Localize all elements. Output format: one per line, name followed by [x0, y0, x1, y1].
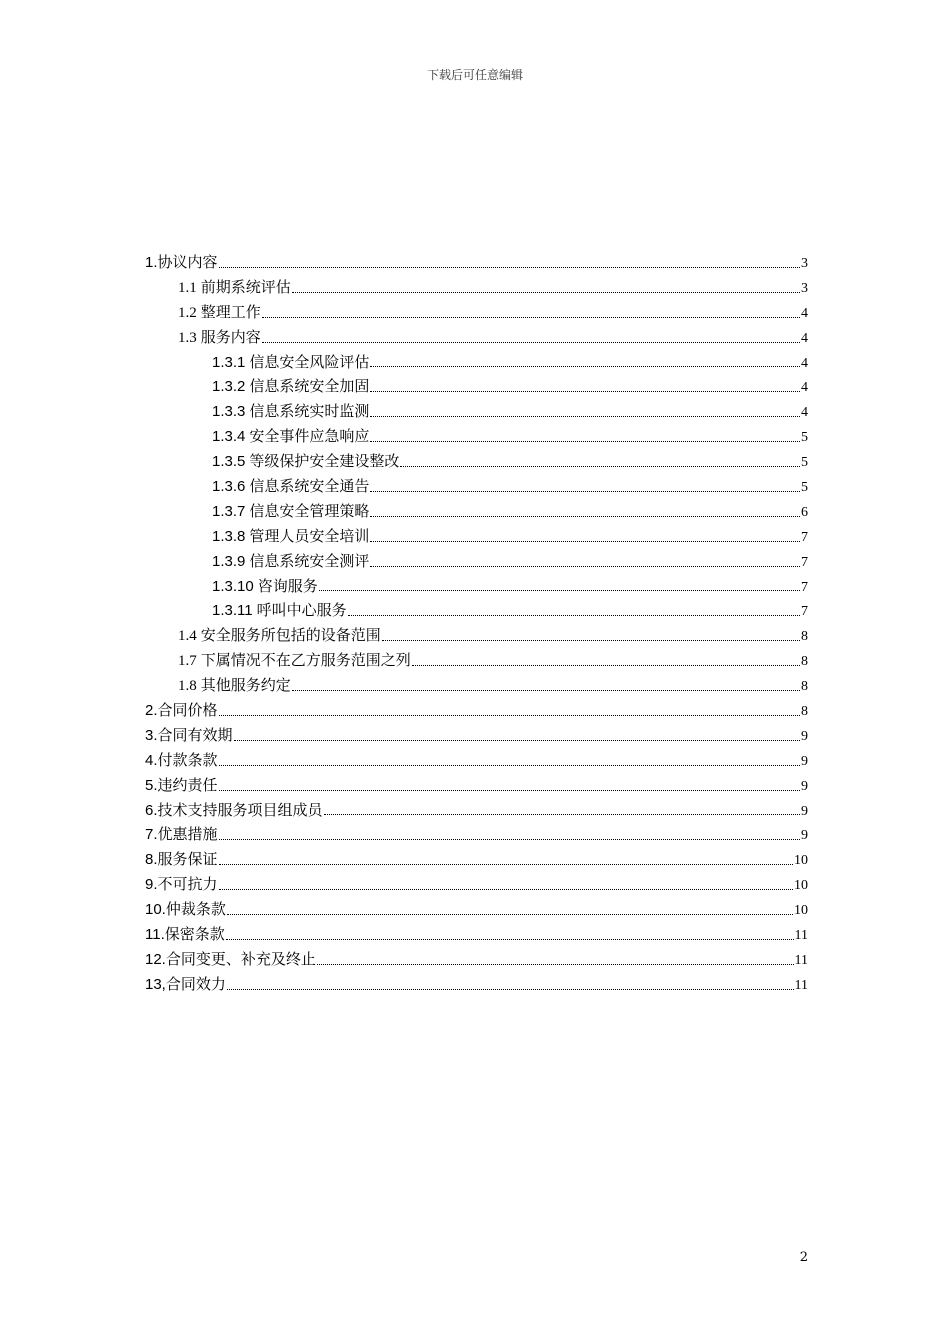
toc-entry[interactable] [145, 449, 808, 474]
toc-entry-title: 保密条款 [164, 925, 225, 944]
toc-dot-leader [348, 615, 800, 616]
toc-entry-title: 前期系统评估 [200, 277, 291, 296]
toc-entry-title: 合同效力 [165, 974, 226, 993]
toc-entry-page: 10 [794, 903, 808, 919]
toc-entry-page: 7 [801, 604, 808, 620]
toc-entry[interactable] [145, 474, 808, 499]
toc-entry[interactable] [145, 524, 808, 549]
toc-dot-leader [370, 516, 800, 517]
toc-entry-page: 8 [801, 654, 808, 670]
toc-dot-leader [234, 740, 800, 741]
toc-entry[interactable] [145, 673, 808, 698]
toc-dot-leader [226, 939, 794, 940]
toc-entry-page: 11 [794, 952, 808, 968]
toc-entry-number: 1.3.2 [212, 378, 246, 396]
toc-entry-page: 5 [801, 430, 808, 446]
toc-entry-title: 违约责任 [157, 775, 218, 794]
toc-entry-page: 9 [801, 753, 808, 769]
toc-entry[interactable] [145, 798, 808, 823]
toc-dot-leader [227, 989, 794, 990]
toc-dot-leader [412, 665, 800, 666]
toc-entry-title: 呼叫中心服务 [256, 601, 347, 620]
toc-entry-title: 不可抗力 [157, 875, 218, 894]
toc-entry[interactable] [145, 499, 808, 524]
toc-entry-title: 仲裁条款 [165, 900, 226, 919]
toc-entry-title: 合同变更、补充及终止 [165, 949, 316, 968]
toc-dot-leader [370, 441, 800, 442]
toc-entry-page: 7 [801, 579, 808, 595]
toc-entry-number: 1.3 [178, 329, 197, 346]
toc-entry-page: 8 [801, 629, 808, 645]
toc-entry-page: 9 [801, 728, 808, 744]
toc-entry[interactable] [145, 374, 808, 399]
toc-entry-number: 1.3.9 [212, 552, 246, 570]
toc-entry-number: 5. [145, 776, 158, 794]
toc-entry[interactable] [145, 698, 808, 723]
toc-dot-leader [219, 839, 800, 840]
toc-entry-page: 4 [801, 405, 808, 421]
toc-entry-page: 5 [801, 455, 808, 471]
toc-entry-title: 咨询服务 [257, 576, 318, 595]
toc-entry-number: 7. [145, 826, 158, 844]
toc-entry-number: 1.3.5 [212, 453, 246, 471]
toc-entry-page: 4 [801, 330, 808, 346]
toc-dot-leader [317, 964, 794, 965]
toc-entry-number: 1.7 [178, 653, 197, 670]
table-of-contents [145, 250, 808, 997]
toc-entry-number: 2. [145, 702, 158, 720]
toc-entry[interactable] [145, 549, 808, 574]
toc-entry-title: 信息系统安全加固 [249, 377, 370, 396]
toc-dot-leader [227, 914, 793, 915]
toc-entry-number: 1. [145, 254, 158, 271]
toc-dot-leader [370, 391, 800, 392]
toc-dot-leader [370, 491, 800, 492]
toc-entry-number: 13, [145, 975, 166, 993]
toc-entry-page: 10 [794, 853, 808, 869]
toc-entry[interactable] [145, 623, 808, 648]
toc-entry-number: 11. [145, 926, 165, 944]
toc-entry-number: 1.1 [178, 279, 197, 296]
toc-entry-page: 3 [801, 280, 808, 296]
toc-entry[interactable] [145, 424, 808, 449]
toc-entry-title: 整理工作 [200, 302, 261, 321]
toc-entry-title: 下属情况不在乙方服务范围之列 [200, 651, 411, 670]
toc-entry-number: 3. [145, 726, 158, 744]
toc-dot-leader [324, 814, 800, 815]
toc-entry[interactable] [145, 773, 808, 798]
toc-entry-page: 10 [794, 878, 808, 894]
toc-entry-number: 1.8 [178, 678, 197, 695]
toc-dot-leader [370, 566, 800, 567]
toc-entry-page: 11 [794, 928, 808, 944]
toc-dot-leader [382, 640, 800, 641]
toc-dot-leader [262, 342, 800, 343]
toc-entry-title: 信息安全风险评估 [249, 352, 370, 371]
toc-entry-page: 4 [801, 380, 808, 396]
toc-entry-page: 4 [801, 355, 808, 371]
toc-entry-page: 7 [801, 554, 808, 570]
toc-entry-title: 协议内容 [157, 253, 218, 271]
toc-entry-number: 10. [145, 901, 166, 919]
toc-dot-leader [292, 690, 800, 691]
toc-dot-leader [219, 889, 793, 890]
toc-entry[interactable] [145, 275, 808, 300]
toc-dot-leader [400, 466, 800, 467]
toc-entry-title: 合同价格 [157, 701, 218, 720]
toc-entry[interactable] [145, 399, 808, 424]
toc-dot-leader [219, 864, 793, 865]
toc-entry-page: 9 [801, 803, 808, 819]
toc-entry[interactable] [145, 847, 808, 872]
toc-entry-title: 安全服务所包括的设备范围 [200, 626, 381, 645]
toc-entry-number: 1.3.7 [212, 502, 246, 520]
toc-dot-leader [219, 790, 800, 791]
toc-entry-number: 1.4 [178, 628, 197, 645]
toc-entry[interactable] [145, 648, 808, 673]
toc-entry-number: 4. [145, 751, 158, 769]
toc-entry[interactable] [145, 300, 808, 325]
toc-entry-number: 1.3.11 [212, 602, 253, 620]
toc-entry[interactable] [145, 350, 808, 375]
toc-entry-page: 6 [801, 504, 808, 520]
toc-entry[interactable] [145, 723, 808, 748]
page-header: 下载后可任意编辑 [426, 68, 523, 82]
toc-entry-page: 5 [801, 480, 808, 496]
toc-dot-leader [219, 267, 800, 268]
toc-entry[interactable] [145, 922, 808, 947]
toc-dot-leader [292, 292, 800, 293]
toc-entry[interactable] [145, 897, 808, 922]
toc-dot-leader [219, 765, 800, 766]
toc-entry[interactable] [145, 872, 808, 897]
toc-entry-title: 合同有效期 [157, 725, 233, 744]
toc-entry[interactable] [145, 822, 808, 847]
toc-entry-number: 1.3.1 [212, 353, 246, 371]
toc-entry-title: 信息系统实时监测 [249, 402, 370, 421]
toc-entry-title: 等级保护安全建设整改 [249, 452, 400, 471]
toc-entry[interactable] [145, 748, 808, 773]
toc-entry[interactable] [145, 325, 808, 350]
toc-dot-leader [262, 317, 800, 318]
toc-entry-page: 11 [794, 977, 808, 993]
toc-entry-number: 1.3.10 [212, 577, 254, 595]
toc-entry-page: 9 [801, 778, 808, 794]
toc-entry-number: 12. [145, 950, 166, 968]
toc-entry-number: 1.3.4 [212, 428, 246, 446]
toc-entry-page: 8 [801, 679, 808, 695]
toc-entry-number: 9. [145, 876, 158, 894]
toc-entry-title: 信息安全管理策略 [249, 501, 370, 520]
toc-entry-title: 信息系统安全通告 [249, 477, 370, 496]
toc-dot-leader [319, 590, 800, 591]
toc-entry-title: 优惠措施 [157, 825, 218, 844]
toc-entry-number: 1.3.6 [212, 478, 246, 496]
toc-dot-leader [370, 416, 800, 417]
toc-dot-leader [370, 366, 800, 367]
toc-entry-title: 服务内容 [200, 327, 261, 346]
toc-entry[interactable] [145, 250, 808, 275]
toc-entry-title: 技术支持服务项目组成员 [157, 800, 323, 819]
toc-entry-number: 8. [145, 851, 158, 869]
toc-entry-title: 信息系统安全测评 [249, 551, 370, 570]
toc-entry-title: 付款条款 [157, 750, 218, 769]
toc-entry-title: 服务保证 [157, 850, 218, 869]
toc-entry-page: 9 [801, 828, 808, 844]
toc-entry-page: 8 [801, 704, 808, 720]
page-number: 2 [799, 1250, 808, 1265]
toc-entry-number: 1.2 [178, 304, 197, 321]
toc-dot-leader [219, 715, 800, 716]
toc-dot-leader [370, 541, 800, 542]
toc-entry-number: 1.3.3 [212, 403, 246, 421]
toc-entry[interactable] [145, 972, 808, 997]
toc-entry-page: 7 [801, 529, 808, 545]
toc-entry[interactable] [145, 598, 808, 623]
toc-entry-title: 其他服务约定 [200, 676, 291, 695]
toc-entry-title: 安全事件应急响应 [249, 427, 370, 446]
toc-entry-page: 3 [801, 256, 808, 271]
toc-entry-page: 4 [801, 305, 808, 321]
toc-entry[interactable] [145, 947, 808, 972]
toc-entry-title: 管理人员安全培训 [249, 526, 370, 545]
toc-entry[interactable] [145, 574, 808, 599]
toc-entry-number: 1.3.8 [212, 527, 246, 545]
toc-entry-number: 6. [145, 801, 158, 819]
